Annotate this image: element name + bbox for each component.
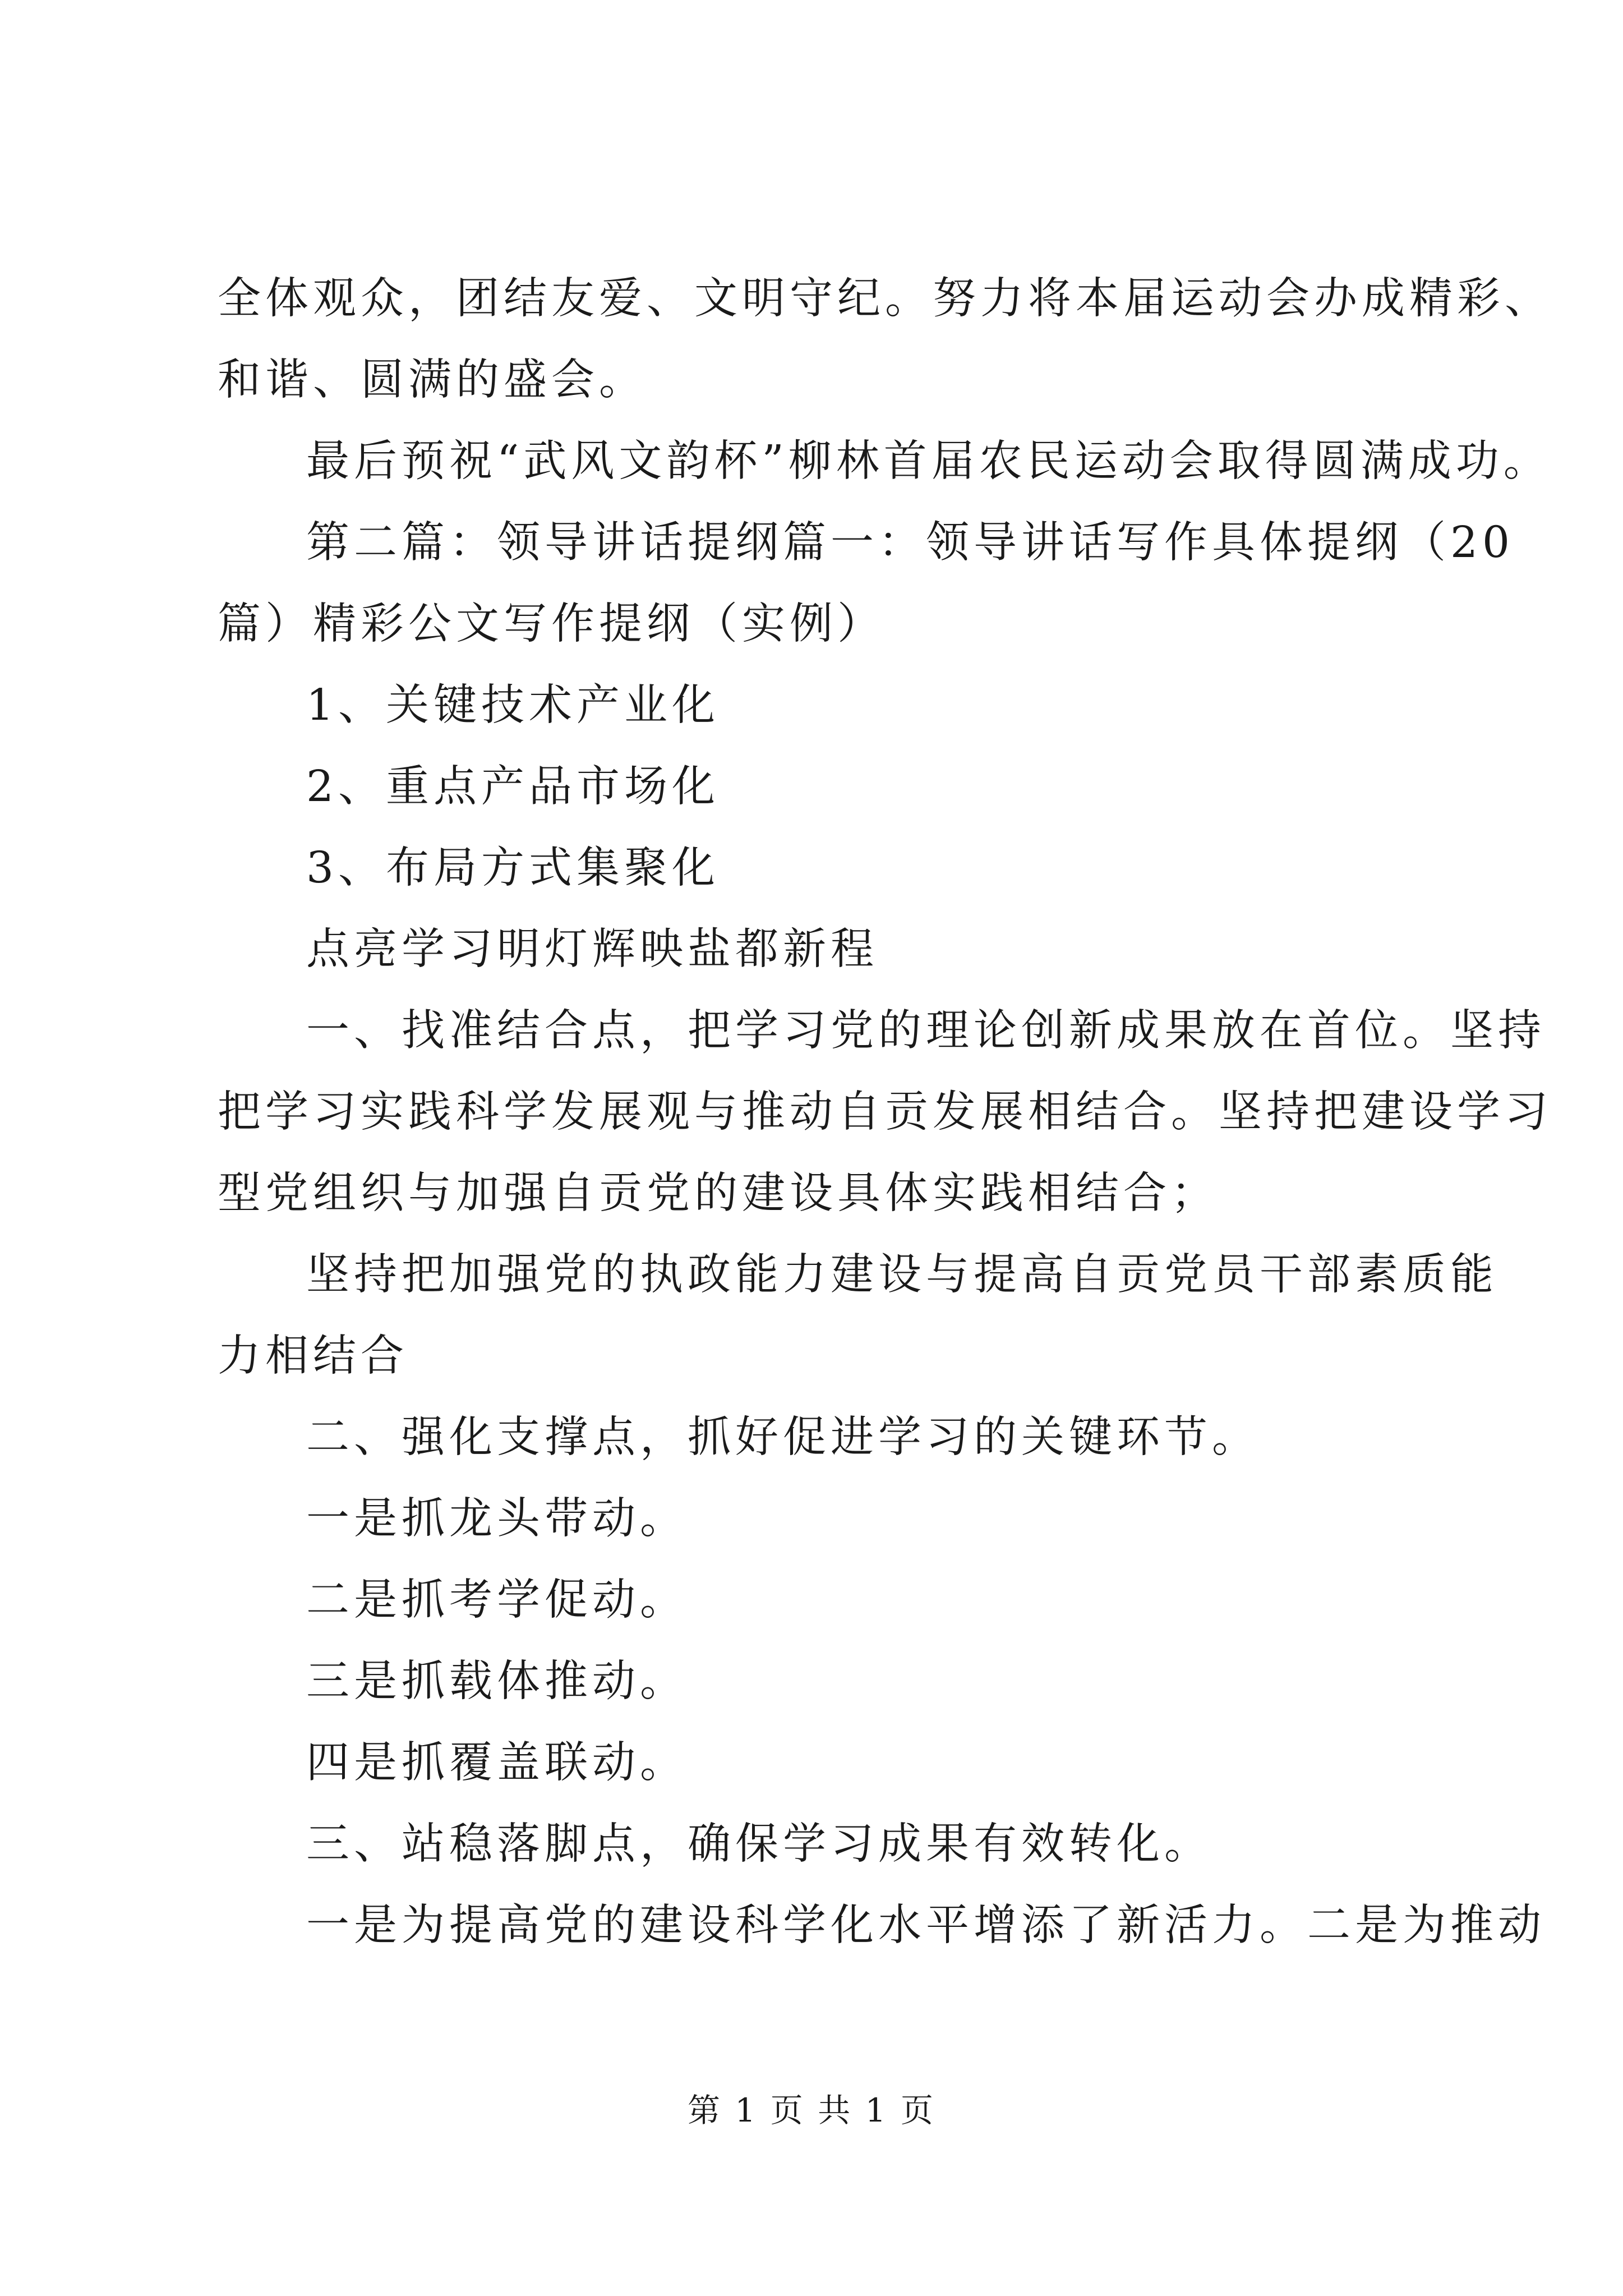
page-footer <box>0 2088 1623 2133</box>
text-line: 一是为提高党的建设科学化水平增添了新活力。二是为推动 <box>306 1901 1546 1950</box>
list-item: 三是抓载体推动。 <box>306 1657 688 1706</box>
list-item: 四是抓覆盖联动。 <box>306 1738 688 1788</box>
text-line: 力相结合 <box>218 1331 408 1381</box>
text-line: 把学习实践科学发展观与推动自贡发展相结合。坚持把建设学习 <box>218 1087 1552 1137</box>
text-line: 型党组织与加强自贡党的建设具体实践相结合； <box>218 1168 1219 1218</box>
text-line: 全体观众，团结友爱、文明守纪。努力将本届运动会办成精彩、 <box>218 274 1552 324</box>
text-line: 坚持把加强党的执政能力建设与提高自贡党员干部素质能 <box>306 1250 1498 1300</box>
list-item: 1、关键技术产业化 <box>306 680 720 730</box>
text-line: 和谐、圆满的盛会。 <box>218 355 647 405</box>
text-line: 三、站稳落脚点，确保学习成果有效转化。 <box>306 1819 1212 1869</box>
list-item: 3、布局方式集聚化 <box>306 843 720 893</box>
text-line: 一、找准结合点，把学习党的理论创新成果放在首位。坚持 <box>306 1006 1546 1056</box>
list-item: 二是抓考学促动。 <box>306 1575 688 1625</box>
text-line: 二、强化支撑点，抓好促进学习的关键环节。 <box>306 1412 1260 1462</box>
document-body <box>218 258 1552 1966</box>
page-number-label: 第 1 页 共 1 页 <box>688 2091 935 2129</box>
subheading: 点亮学习明灯辉映盐都新程 <box>306 924 878 974</box>
section-heading: 第二篇：领导讲话提纲篇一：领导讲话写作具体提纲（20 <box>306 518 1514 568</box>
list-item: 一是抓龙头带动。 <box>306 1494 688 1544</box>
text-line: 篇）精彩公文写作提纲（实例） <box>218 599 885 649</box>
text-line: 最后预祝“武风文韵杯”柳林首届农民运动会取得圆满成功。 <box>306 436 1551 486</box>
list-item: 2、重点产品市场化 <box>306 762 720 812</box>
